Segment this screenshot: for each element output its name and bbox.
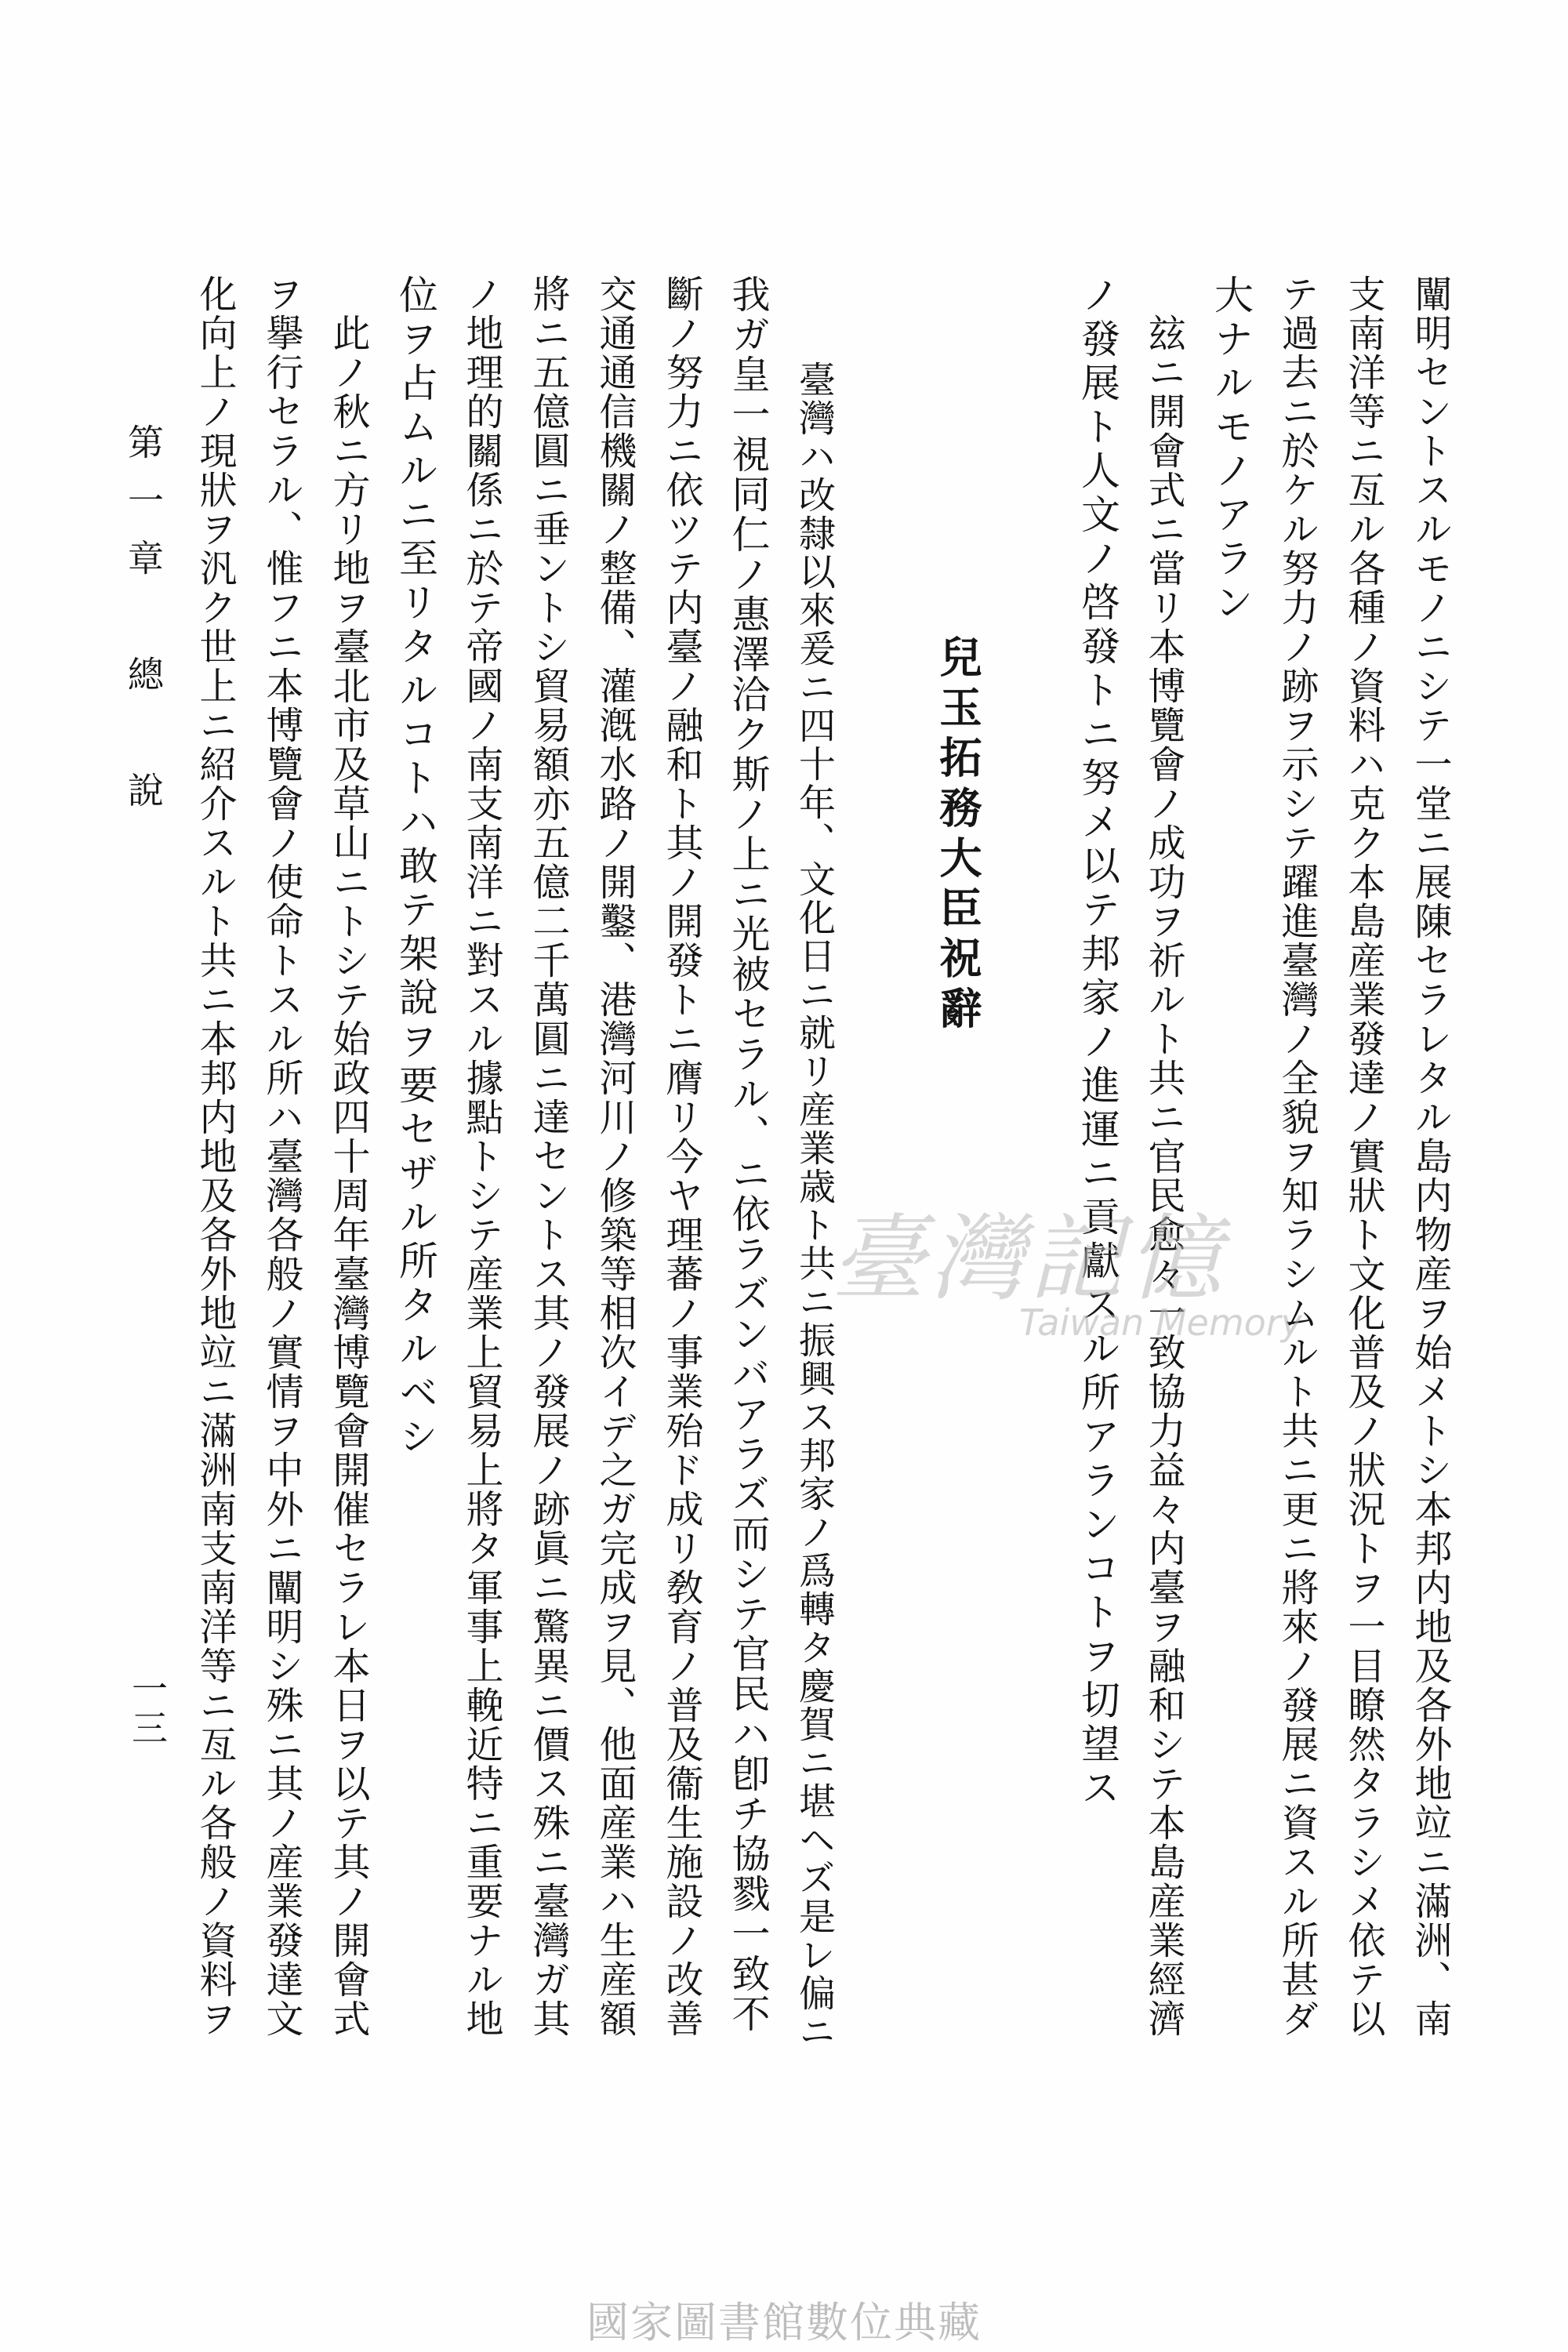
page-number: 一三 [126,1670,169,1748]
text-column: ノ地理的關係ニ於テ帝國ノ南支南洋ニ對スル據點トシテ産業上貿易上將タ軍事上輓近特ニ重要ナル地 [459,274,503,2038]
section-heading: 兒玉拓務大臣祝辭 [933,635,983,1036]
text-column: テ過去ニ於ケル努力ノ跡ヲ示シテ躍進臺灣ノ全貌ヲ知ラシムルト共ニ更ニ將來ノ發展ニ資スル所甚ダ [1275,274,1319,2038]
text-column: 玆ニ開會式ニ當リ本博覽會ノ成功ヲ祈ルト共ニ官民愈々一致協力益々内臺ヲ融和シテ本島産業經濟 [1142,314,1185,2038]
text-column: 大ナルモノアラン [1208,274,1254,626]
taiwan-memory-watermark [831,1184,1302,1364]
text-column-8: ヲ擧行セラル、惟フニ本博覽會ノ使命トスル所ハ臺灣各般ノ實情ヲ中外ニ闡明シ殊ニ其ノ産業發達文 [260,274,303,2038]
running-footer: 第一章 總 說 [122,423,165,829]
text-column: ノ發展ト人文ノ啓發トニ努メ以テ邦家ノ進運ニ貢獻スル所アランコトヲ切望ス [1075,274,1120,1811]
text-column-7: 此ノ秋ニ方リ地ヲ臺北市及草山ニトシテ始政四十周年臺灣博覽會開催セラレ本日ヲ以テ其ノ開會式 [326,314,370,2038]
text-column: 闡明セントスルモノニシテ一堂ニ展陳セラレタル島内物産ヲ始メトシ本邦内地及各外地竝ニ滿洲、南 [1408,274,1452,2038]
watermark-english: Taiwan Memory [1019,1301,1302,1344]
library-stamp: 國家圖書館數位典藏 [586,2298,982,2347]
text-column: 將ニ五億圓ニ垂ントシ貿易額亦五億二千萬圓ニ達セントス其ノ發展ノ跡眞ニ驚異ニ價ス殊ニ臺灣ガ其 [526,274,570,2038]
text-column: 支南洋等ニ亙ル各種ノ資料ハ克ク本島産業發達ノ實狀ト文化普及ノ狀況トヲ一目瞭然タラシメ依テ以 [1341,274,1385,2038]
text-column-9: 化向上ノ現狀ヲ汎ク世上ニ紹介スルト共ニ本邦内地及各外地竝ニ滿洲南支南洋等ニ亙ル各般ノ資料ヲ [193,274,237,2038]
text-column: 斷ノ努力ニ依ツテ内臺ノ融和ト其ノ開發トニ膺リ今ヤ理蕃ノ事業殆ド成リ敎育ノ普及衞生施設ノ改善 [659,274,703,2038]
watermark-chinese: 臺灣記憶 [831,1205,1226,1314]
text-column: 位ヲ占ムルニ至リタルコトハ敢テ架說ヲ要セザル所タルベシ [393,274,438,1460]
text-column: 我ガ皇一視同仁ノ惠澤洽ク斯ノ上ニ光被セラル、ニ依ラズンバアラズ而シテ官民ハ卽チ協戮一致不 [726,274,771,2034]
text-column: 臺灣ハ改隸以來爰ニ四十年、文化日ニ就リ産業歳ト共ニ振興ス邦家ノ爲轉タ慶賀ニ堪ヘズ是レ偏ニ [793,361,836,2051]
text-column: 交通通信機關ノ整備、灌漑水路ノ開鑿、港灣河川ノ修築等相次イデ之ガ完成ヲ見、他面産業ハ生産額 [593,274,637,2038]
